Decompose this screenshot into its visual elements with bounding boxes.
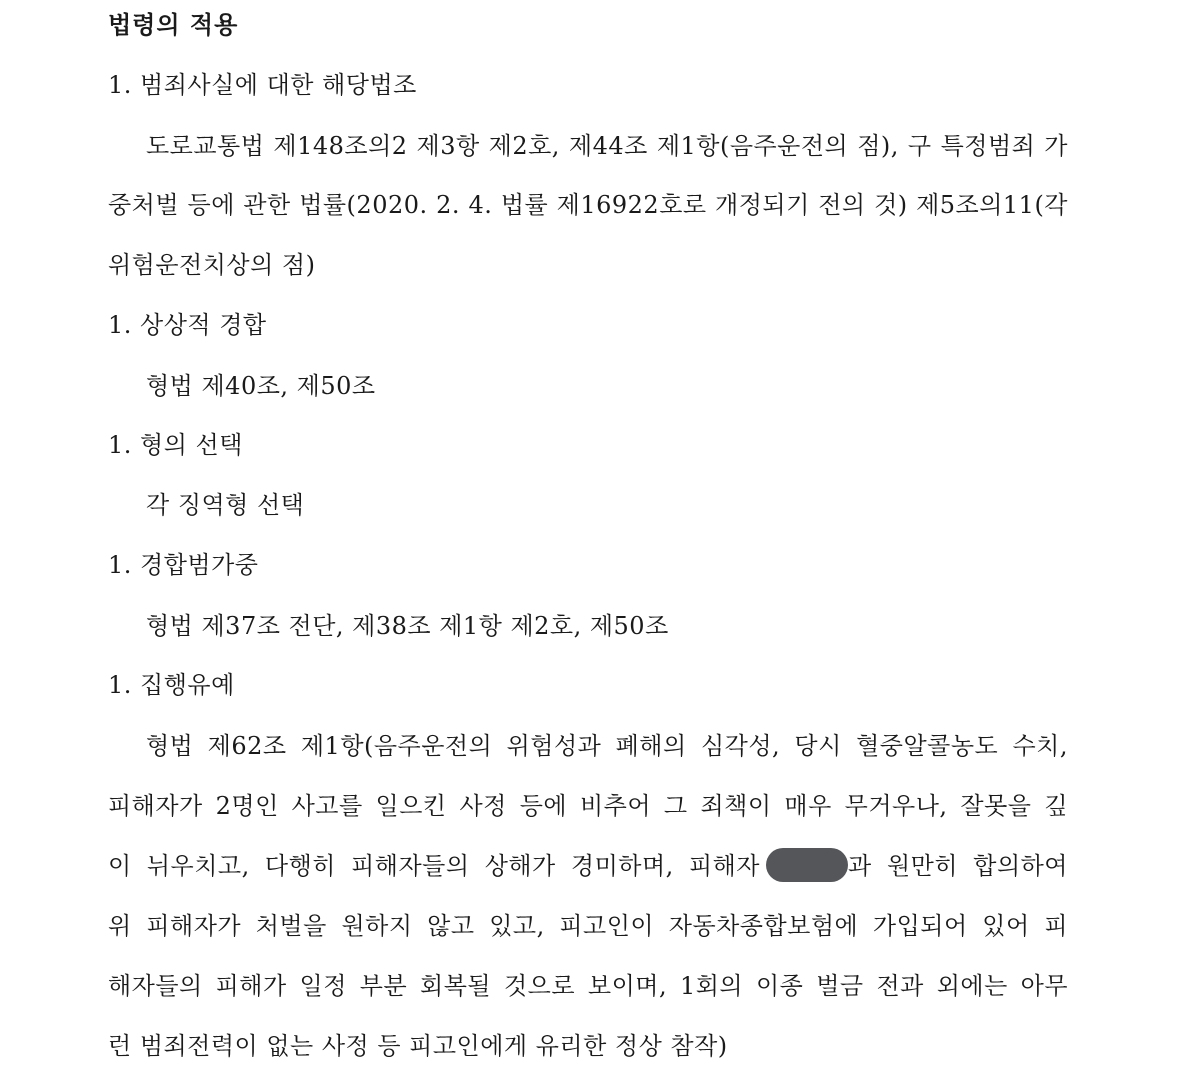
body-line: 각 징역형 선택	[146, 491, 305, 519]
body-line: 위 피해자가 처벌을 원하지 않고 있고, 피고인이 자동차종합보험에 가입되어 있어 피	[108, 912, 1068, 940]
section-label-applicable-law: 1. 범죄사실에 대한 해당법조	[108, 71, 417, 99]
body-line: 형법 제37조 전단, 제38조 제1항 제2호, 제50조	[146, 612, 669, 640]
section-label-sentence-choice: 1. 형의 선택	[108, 431, 243, 459]
document-heading: 법령의 적용	[108, 11, 239, 39]
body-line: 중처벌 등에 관한 법률(2020. 2. 4. 법률 제16922호로 개정되기 전의 것) 제5조의11(각	[108, 191, 1068, 219]
body-line-with-redaction	[108, 851, 1068, 882]
body-line: 형법 제62조 제1항(음주운전의 위험성과 폐해의 심각성, 당시 혈중알콜농도 수치,	[146, 732, 1068, 760]
body-line-part: 과 원만히 합의하여	[848, 852, 1068, 880]
section-label-concurrent-crimes: 1. 상상적 경합	[108, 311, 267, 339]
body-line: 도로교통법 제148조의2 제3항 제2호, 제44조 제1항(음주운전의 점), 구 특정범죄 가	[146, 132, 1068, 160]
section-label-aggravation: 1. 경합범가중	[108, 551, 259, 579]
body-line: 위험운전치상의 점)	[108, 251, 316, 279]
redaction-mark	[766, 848, 848, 882]
body-line-part: 이 뉘우치고, 다행히 피해자들의 상해가 경미하며, 피해자	[108, 852, 760, 880]
body-line: 해자들의 피해가 일정 부분 회복될 것으로 보이며, 1회의 이종 벌금 전과 외에는 아무	[108, 972, 1068, 1000]
body-line: 형법 제40조, 제50조	[146, 372, 376, 400]
body-line: 런 범죄전력이 없는 사정 등 피고인에게 유리한 정상 참작)	[108, 1032, 728, 1060]
body-line: 피해자가 2명인 사고를 일으킨 사정 등에 비추어 그 죄책이 매우 무거우나, 잘못을 깊	[108, 792, 1068, 820]
section-label-probation: 1. 집행유예	[108, 671, 235, 699]
